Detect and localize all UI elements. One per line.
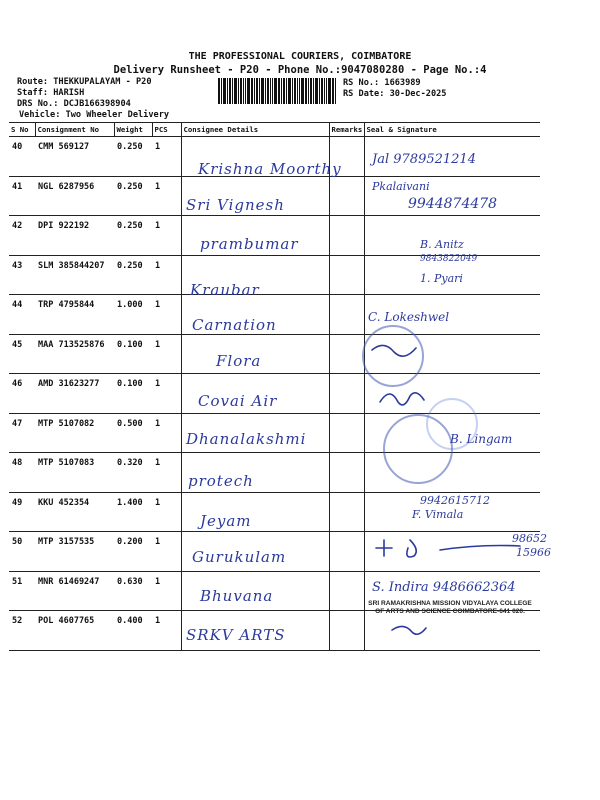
cell-pcs: 1 bbox=[152, 176, 181, 216]
consignee-hand-52: SRKV ARTS bbox=[186, 626, 286, 644]
cell-consignment: DPI 922192 bbox=[35, 216, 114, 256]
signature-44: C. Lokeshwel bbox=[368, 310, 450, 324]
table-header-row bbox=[9, 123, 540, 137]
consignee-hand-42: prambumar bbox=[200, 235, 299, 253]
cell-weight: 0.250 bbox=[114, 137, 152, 177]
cell-weight: 0.630 bbox=[114, 571, 152, 611]
cell-sno: 42 bbox=[9, 216, 35, 256]
cell-sno: 45 bbox=[9, 334, 35, 374]
cell-sno: 51 bbox=[9, 571, 35, 611]
consignee-hand-41: Sri Vignesh bbox=[186, 196, 285, 214]
cell-weight: 0.320 bbox=[114, 453, 152, 493]
cell-remarks bbox=[329, 611, 364, 651]
cell-weight: 1.000 bbox=[114, 295, 152, 335]
col-sno-header: S No bbox=[9, 123, 35, 137]
signature-43: 1. Pyari bbox=[420, 272, 463, 285]
cell-pcs: 1 bbox=[152, 611, 181, 651]
college-stamp: SRI RAMAKRISHNA MISSION VIDYALAYA COLLEGE OF ARTS AND SCIENCE COIMBATORE-641 020. bbox=[368, 600, 532, 615]
cell-remarks bbox=[329, 413, 364, 453]
cell-sno: 52 bbox=[9, 611, 35, 651]
cell-consignment: TRP 4795844 bbox=[35, 295, 114, 335]
col-remarks-header: Remarks bbox=[329, 123, 364, 137]
cell-pcs: 1 bbox=[152, 571, 181, 611]
cell-remarks bbox=[329, 216, 364, 256]
signature-42-name: B. Anitz bbox=[420, 238, 464, 251]
drs-label: DRS No.: DCJB166398904 bbox=[17, 99, 131, 109]
cell-remarks bbox=[329, 255, 364, 295]
cell-consignment: MAA 713525876 bbox=[35, 334, 114, 374]
cell-sno: 40 bbox=[9, 137, 35, 177]
cell-weight: 0.250 bbox=[114, 216, 152, 256]
cell-remarks bbox=[329, 532, 364, 572]
cell-pcs: 1 bbox=[152, 374, 181, 414]
seal-stamp-1 bbox=[362, 325, 424, 387]
staff-label: Staff: HARISH bbox=[17, 88, 85, 98]
col-consignee-header: Consignee Details bbox=[181, 123, 329, 137]
consignee-hand-44: Carnation bbox=[192, 316, 277, 334]
runsheet-title: THE PROFESSIONAL COURIERS, COIMBATORE bbox=[188, 51, 412, 62]
signature-47: B. Lingam bbox=[450, 432, 513, 446]
cell-pcs: 1 bbox=[152, 492, 181, 532]
col-weight-header: Weight bbox=[114, 123, 152, 137]
cell-pcs: 1 bbox=[152, 413, 181, 453]
cell-sno: 46 bbox=[9, 374, 35, 414]
rs-no-label: RS No.: 1663989 bbox=[343, 78, 421, 88]
cell-remarks bbox=[329, 334, 364, 374]
cell-weight: 0.200 bbox=[114, 532, 152, 572]
barcode bbox=[218, 78, 338, 104]
cell-consignment: MNR 61469247 bbox=[35, 571, 114, 611]
cell-weight: 0.100 bbox=[114, 334, 152, 374]
cell-consignment: KKU 452354 bbox=[35, 492, 114, 532]
col-pcs-header: PCS bbox=[152, 123, 181, 137]
cell-consignment: NGL 6287956 bbox=[35, 176, 114, 216]
consignee-hand-49: Jeyam bbox=[200, 512, 252, 530]
cell-pcs: 1 bbox=[152, 532, 181, 572]
signature-50-b: 15966 bbox=[516, 546, 551, 559]
cell-consignment: SLM 385844207 bbox=[35, 255, 114, 295]
signature-49-phone: 9942615712 bbox=[420, 494, 490, 507]
consignee-hand-46: Covai Air bbox=[198, 392, 278, 410]
consignee-hand-43: Kraubar bbox=[190, 281, 260, 299]
cell-pcs: 1 bbox=[152, 216, 181, 256]
runsheet-subtitle: Delivery Runsheet - P20 - Phone No.:9047080280 - Page No.:4 bbox=[113, 64, 487, 76]
table-row bbox=[9, 453, 540, 493]
consignee-hand-45: Flora bbox=[216, 352, 262, 370]
cell-remarks bbox=[329, 453, 364, 493]
cell-consignment: MTP 5107083 bbox=[35, 453, 114, 493]
route-label: Route: THEKKUPALAYAM - P20 bbox=[17, 77, 152, 87]
consignee-hand-47: Dhanalakshmi bbox=[186, 430, 307, 448]
signature-41-name: Pkalaivani bbox=[372, 180, 430, 193]
cell-weight: 0.250 bbox=[114, 176, 152, 216]
cell-consignment: AMD 31623277 bbox=[35, 374, 114, 414]
cell-sno: 50 bbox=[9, 532, 35, 572]
table-row bbox=[9, 334, 540, 374]
cell-weight: 1.400 bbox=[114, 492, 152, 532]
vehicle-label: Vehicle: Two Wheeler Delivery bbox=[19, 110, 170, 120]
signature-49-name: F. Vimala bbox=[412, 508, 464, 521]
signature-42-phone: 9843822049 bbox=[420, 254, 478, 264]
consignee-hand-50: Gurukulam bbox=[192, 548, 287, 566]
cell-weight: 0.400 bbox=[114, 611, 152, 651]
cell-sno: 47 bbox=[9, 413, 35, 453]
signature-50-a: 98652 bbox=[512, 532, 547, 545]
signature-40: Jal 9789521214 bbox=[372, 152, 476, 167]
cell-consignment: MTP 3157535 bbox=[35, 532, 114, 572]
consignee-hand-48: protech bbox=[188, 472, 254, 490]
cell-sno: 41 bbox=[9, 176, 35, 216]
signature-51: S. Indira 9486662364 bbox=[372, 580, 516, 595]
cell-pcs: 1 bbox=[152, 295, 181, 335]
cell-sno: 43 bbox=[9, 255, 35, 295]
cell-pcs: 1 bbox=[152, 255, 181, 295]
col-seal-header: Seal & Signature bbox=[364, 123, 540, 137]
consignee-hand-40: Krishna Moorthy bbox=[198, 160, 342, 178]
cell-weight: 0.500 bbox=[114, 413, 152, 453]
cell-pcs: 1 bbox=[152, 334, 181, 374]
cell-remarks bbox=[329, 176, 364, 216]
cell-sno: 48 bbox=[9, 453, 35, 493]
consignee-hand-51: Bhuvana bbox=[200, 587, 274, 605]
cell-seal bbox=[364, 611, 540, 651]
cell-consignment: POL 4607765 bbox=[35, 611, 114, 651]
rs-date-label: RS Date: 30-Dec-2025 bbox=[343, 89, 447, 99]
cell-remarks bbox=[329, 492, 364, 532]
signature-41-phone: 9944874478 bbox=[408, 196, 498, 212]
cell-consignment: CMM 569127 bbox=[35, 137, 114, 177]
cell-remarks bbox=[329, 374, 364, 414]
cell-sno: 44 bbox=[9, 295, 35, 335]
cell-weight: 0.100 bbox=[114, 374, 152, 414]
cell-remarks bbox=[329, 295, 364, 335]
cell-pcs: 1 bbox=[152, 137, 181, 177]
cell-sno: 49 bbox=[9, 492, 35, 532]
cell-consignment: MTP 5107082 bbox=[35, 413, 114, 453]
cell-remarks bbox=[329, 571, 364, 611]
cell-weight: 0.250 bbox=[114, 255, 152, 295]
col-consignment-header: Consignment No bbox=[35, 123, 114, 137]
cell-pcs: 1 bbox=[152, 453, 181, 493]
